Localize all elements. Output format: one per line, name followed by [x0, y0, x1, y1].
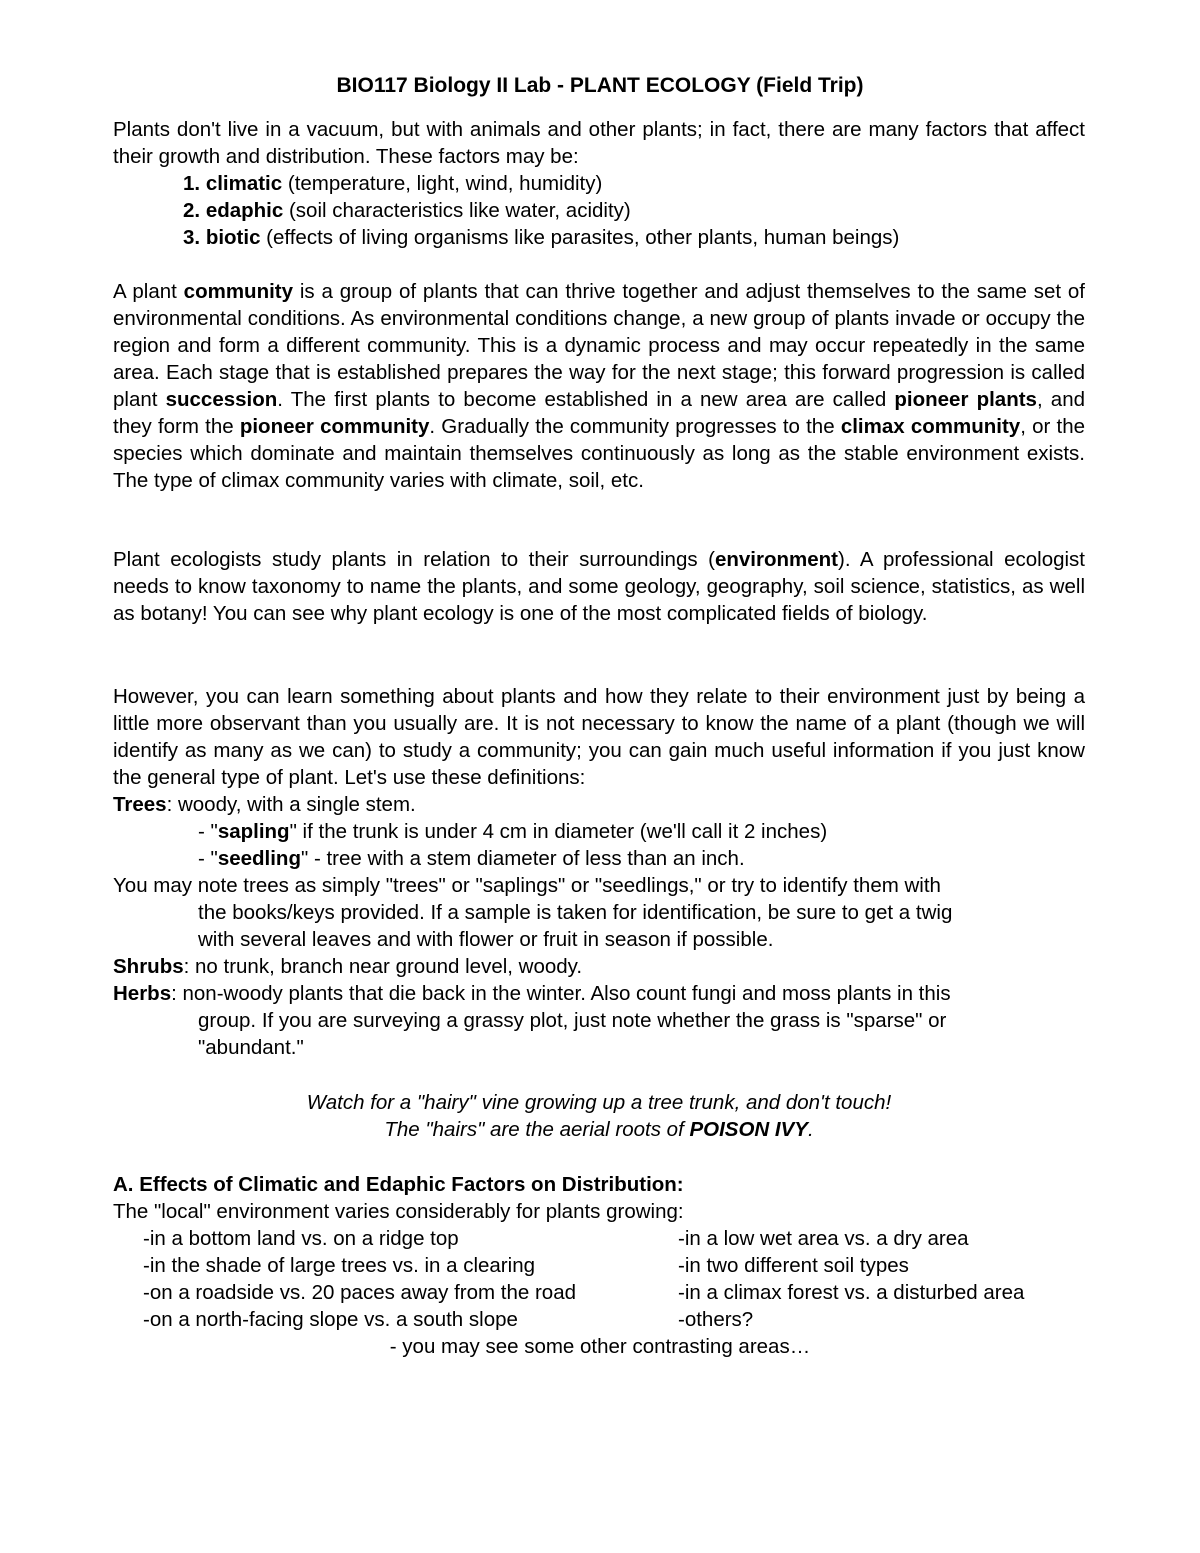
intro-text: Plants don't live in a vacuum, but with animals and other plants; in fact, there are many factors that affect their growth and distribution. These factors may be: [113, 118, 1085, 168]
term-sapling: sapling [217, 820, 290, 843]
contrast-row [143, 1252, 1093, 1279]
contrast-item: -on a north-facing slope vs. a south slope [143, 1308, 518, 1331]
section-a-intro: The "local" environment varies considerably for plants growing: [113, 1200, 684, 1223]
term-climax-community: climax community [840, 415, 1021, 438]
factor-term: climatic [205, 172, 283, 195]
contrast-row [143, 1279, 1093, 1306]
contrast-item: -others? [678, 1308, 754, 1331]
factor-item-edaphic: 2. edaphic (soil characteristics like water, acidity) [183, 199, 631, 222]
term-trees: Trees [113, 793, 167, 816]
contrast-row [143, 1225, 1093, 1252]
term-environment: environment [714, 548, 838, 571]
herbs-note-line: "abundant." [198, 1036, 304, 1059]
contrast-item: -in two different soil types [678, 1254, 909, 1277]
contrast-item: -in a low wet area vs. a dry area [678, 1227, 969, 1250]
ecologists-paragraph: Plant ecologists study plants in relation to their surroundings (environment). A professional ecologist needs to know taxonomy to name the plants, and some geology, geography, soil science, statistics, as well as botany! You can see why plant ecology is one of the most complicated fields of biology. [113, 548, 1086, 625]
contrast-row [143, 1306, 1093, 1333]
trees-note-line: with several leaves and with flower or fruit in season if possible. [198, 928, 774, 951]
contrast-table [143, 1225, 1093, 1333]
term-community: community [183, 280, 294, 303]
community-paragraph: A plant community is a group of plants that can thrive together and adjust themselves to the same set of environmental conditions. As environmental conditions change, a new group of plants invade or occupy the region and form a different community. This is a dynamic process and may occur repeatedly in the same area. Each stage that is established prepares the way for the next stage; this forward progression is called plant succession. The first plants to become established in a new area are called pioneer plants, and they form the pioneer community. Gradually the community progresses to the climax community, or the species which dominate and maintain themselves continuously as long as the stable environment exists. The type of climax community varies with climate, soil, etc. [113, 280, 1085, 492]
definitions-list [113, 791, 1085, 1061]
term-succession: succession [165, 388, 278, 411]
contrast-item: -in the shade of large trees vs. in a clearing [143, 1254, 535, 1277]
contrast-item: -in a climax forest vs. a disturbed area [678, 1281, 1025, 1304]
term-pioneer-plants: pioneer plants [894, 388, 1037, 411]
warning-line: The "hairs" are the aerial roots of POISON IVY. [384, 1118, 814, 1141]
definition-herbs: Herbs: non-woody plants that die back in the winter. Also count fungi and moss plants in this [113, 982, 951, 1005]
term-seedling: seedling [217, 847, 301, 870]
factor-term: edaphic [205, 199, 284, 222]
definition-sapling: - "sapling" if the trunk is under 4 cm in diameter (we'll call it 2 inches) [198, 820, 828, 843]
factor-item-biotic: 3. biotic (effects of living organisms like parasites, other plants, human beings) [183, 226, 900, 249]
definition-trees: Trees: woody, with a single stem. [113, 793, 416, 816]
contrast-item: -in a bottom land vs. on a ridge top [143, 1227, 459, 1250]
factor-term: biotic [205, 226, 261, 249]
factor-item-climatic: 1. climatic (temperature, light, wind, humidity) [183, 172, 603, 195]
however-paragraph: However, you can learn something about plants and how they relate to their environment just by being a little more observant than you usually are. It is not necessary to know the name of a plant (though we will identify as many as we can) to study a community; you can gain much useful information if you just know the general type of plant. Let's use these definitions: [113, 685, 1085, 789]
term-shrubs: Shrubs [113, 955, 184, 978]
factor-list [113, 170, 1085, 251]
intro-paragraph [113, 116, 1085, 170]
poison-ivy-warning [113, 1089, 1085, 1143]
trees-note-line: the books/keys provided. If a sample is taken for identification, be sure to get a twig [198, 901, 953, 924]
herbs-note-line: group. If you are surveying a grassy plot, just note whether the grass is "sparse" or [198, 1009, 947, 1032]
section-a [113, 1171, 1085, 1225]
trees-note-line: You may note trees as simply "trees" or "saplings" or "seedlings," or try to identify them with [113, 874, 941, 897]
page-title: BIO117 Biology II Lab - PLANT ECOLOGY (Field Trip) [336, 74, 864, 97]
contrast-item: -on a roadside vs. 20 paces away from the road [143, 1281, 577, 1304]
definition-shrubs: Shrubs: no trunk, branch near ground level, woody. [113, 955, 583, 978]
warning-line: Watch for a "hairy" vine growing up a tree trunk, and don't touch! [306, 1091, 892, 1114]
term-herbs: Herbs [113, 982, 172, 1005]
term-poison-ivy: POISON IVY [689, 1118, 808, 1141]
section-a-footer: - you may see some other contrasting areas… [389, 1335, 811, 1358]
term-pioneer-community: pioneer community [239, 415, 430, 438]
section-a-heading: A. Effects of Climatic and Edaphic Factors on Distribution: [113, 1173, 684, 1196]
definition-seedling: - "seedling" - tree with a stem diameter of less than an inch. [198, 847, 745, 870]
